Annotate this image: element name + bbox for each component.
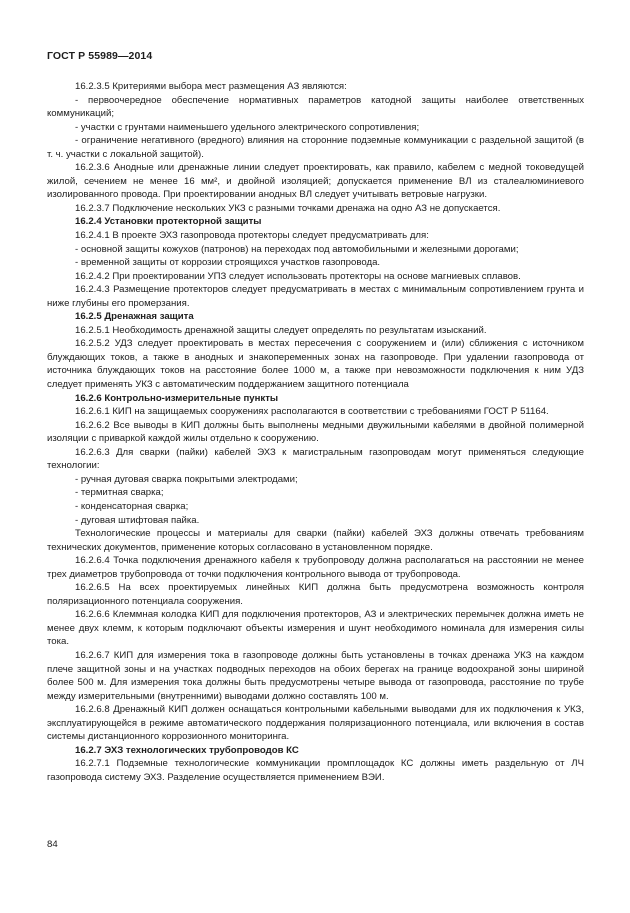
list-item: - участки с грунтами наименьшего удельного электрического сопротивления;	[75, 121, 420, 133]
list-item: - конденсаторная сварка;	[75, 500, 189, 512]
list-item: - временной защиты от коррозии строящихся участков газопровода.	[75, 257, 381, 269]
list-item: - первоочередное обеспечение нормативных параметров катодной защиты наиболее ответственных коммуникаций;	[47, 94, 584, 120]
paragraph: 16.2.3.5 Критериями выбора мест размещения АЗ являются:	[75, 81, 347, 92]
paragraph: 16.2.6.3 Для сварки (пайки) кабелей ЭХЗ к магистральным газопроводам могут применяться следующие технологии:	[47, 446, 584, 472]
paragraph: 16.2.6.1 КИП на защищаемых сооружениях располагаются в соответствии с требованиями ГОСТ Р 51164.	[75, 406, 549, 418]
paragraph: 16.2.3.7 Подключение нескольких УКЗ с разными точками дренажа на одно АЗ не допускается.	[75, 202, 501, 214]
paragraph: 16.2.6.8 Дренажный КИП должен оснащаться контрольными кабельными выводами для их подключения к УКЗ, эксплуатирующейся в режиме автоматического поддержания поляризационного потенциала, или включения в состав системы дистанционного коррозионного мониторинга.	[47, 704, 584, 743]
page-number: 84	[47, 839, 58, 850]
paragraph: Технологические процессы и материалы для сварки (пайки) кабелей ЭХЗ должны отвечать требованиям технических документов, применение которых согласовано в установленном порядке.	[47, 528, 584, 553]
list-item: - ограничение негативного (вредного) влияния на сторонние подземные коммуникации с раздельной защитой (в т. ч. участки с локальной защитой).	[47, 135, 584, 160]
paragraph: 16.2.6.2 Все выводы в КИП должны быть выполнены медными двужильными кабелями в двойной полимерной изоляции с приваркой каждой жилы отдельно к сооружению.	[47, 419, 584, 445]
paragraph: 16.2.6.4 Точка подключения дренажного кабеля к трубопроводу должна располагаться на расстоянии не менее трех диаметров трубопровода от точки подключения контрольного вывода от трубопровода.	[47, 555, 584, 580]
paragraph: 16.2.4.3 Размещение протекторов следует предусматривать в местах с минимальным сопротивлением грунта и ниже глубины его промерзания.	[47, 284, 584, 309]
paragraph: 16.2.5.2 УДЗ следует проектировать в местах пересечения с сооружением и (или) сближения с источником блуждающих токов, а также в анодных и знакопеременных зонах на газопроводе. При удалении газопровода от источника блуждающих токов на расстояние более 1000 м, а также при невозможности подключения к ним УДЗ следует применять УКЗ с автоматическим поддержанием защитного потенциала	[47, 338, 584, 391]
list-item: - ручная дуговая сварка покрытыми электродами;	[75, 473, 298, 485]
list-item: - термитная сварка;	[75, 487, 164, 499]
paragraph: 16.2.3.6 Анодные или дренажные линии следует проектировать, как правило, кабелем с медной токоведущей жилой, сечением не менее 16 мм², и двойной изоляцией; допускается применение ВЛ из сталеалюминиевого изолированного провода. При проектировании анодных ВЛ следует учитывать ветровые нагрузки.	[47, 162, 584, 201]
list-item: - дуговая штифтовая пайка.	[75, 514, 200, 526]
section-heading: 16.2.5 Дренажная защита	[75, 311, 194, 323]
section-heading: 16.2.6 Контрольно-измерительные пункты	[75, 392, 279, 404]
paragraph: 16.2.6.5 На всех проектируемых линейных КИП должна быть предусмотрена возможность контроля поляризационного потенциала сооружения.	[47, 582, 584, 607]
paragraph: 16.2.6.6 Клеммная колодка КИП для подключения протекторов, АЗ и электрических перемычек должна иметь не менее двух клемм, к которым подключают объекты измерения и шунт необходимого номинала для измерения силы тока.	[47, 609, 584, 648]
paragraph: 16.2.7.1 Подземные технологические коммуникации промплощадок КС должны иметь раздельную от ЛЧ газопровода систему ЭХЗ. Разделение осуществляется применением ВЭИ.	[47, 758, 584, 783]
document-body	[47, 80, 584, 784]
paragraph: 16.2.4.1 В проекте ЭХЗ газопровода протекторы следует предусматривать для:	[75, 230, 429, 242]
section-heading: 16.2.4 Установки протекторной защиты	[75, 216, 262, 228]
list-item: - основной защиты кожухов (патронов) на переходах под автомобильными и железными дорогами;	[75, 243, 519, 255]
section-heading: 16.2.7 ЭХЗ технологических трубопроводов КС	[75, 744, 299, 756]
paragraph: 16.2.6.7 КИП для измерения тока в газопроводе должны быть установлены в точках дренажа УКЗ на каждом плече защитной зоны и на участках подводных переходов на обоих берегах на границе водоохраной зоны шириной более 500 м. Для измерения тока должны быть предусмотрены четыре вывода от газопровода, расстояние по трубе между измерительными (внутренними) выводами должно составлять 100 м.	[47, 649, 584, 702]
paragraph: 16.2.4.2 При проектировании УПЗ следует использовать протекторы на основе магниевых сплавов.	[75, 270, 521, 282]
paragraph: 16.2.5.1 Необходимость дренажной защиты следует определять по результатам изысканий.	[75, 324, 487, 336]
document-header: ГОСТ Р 55989—2014	[47, 50, 153, 62]
